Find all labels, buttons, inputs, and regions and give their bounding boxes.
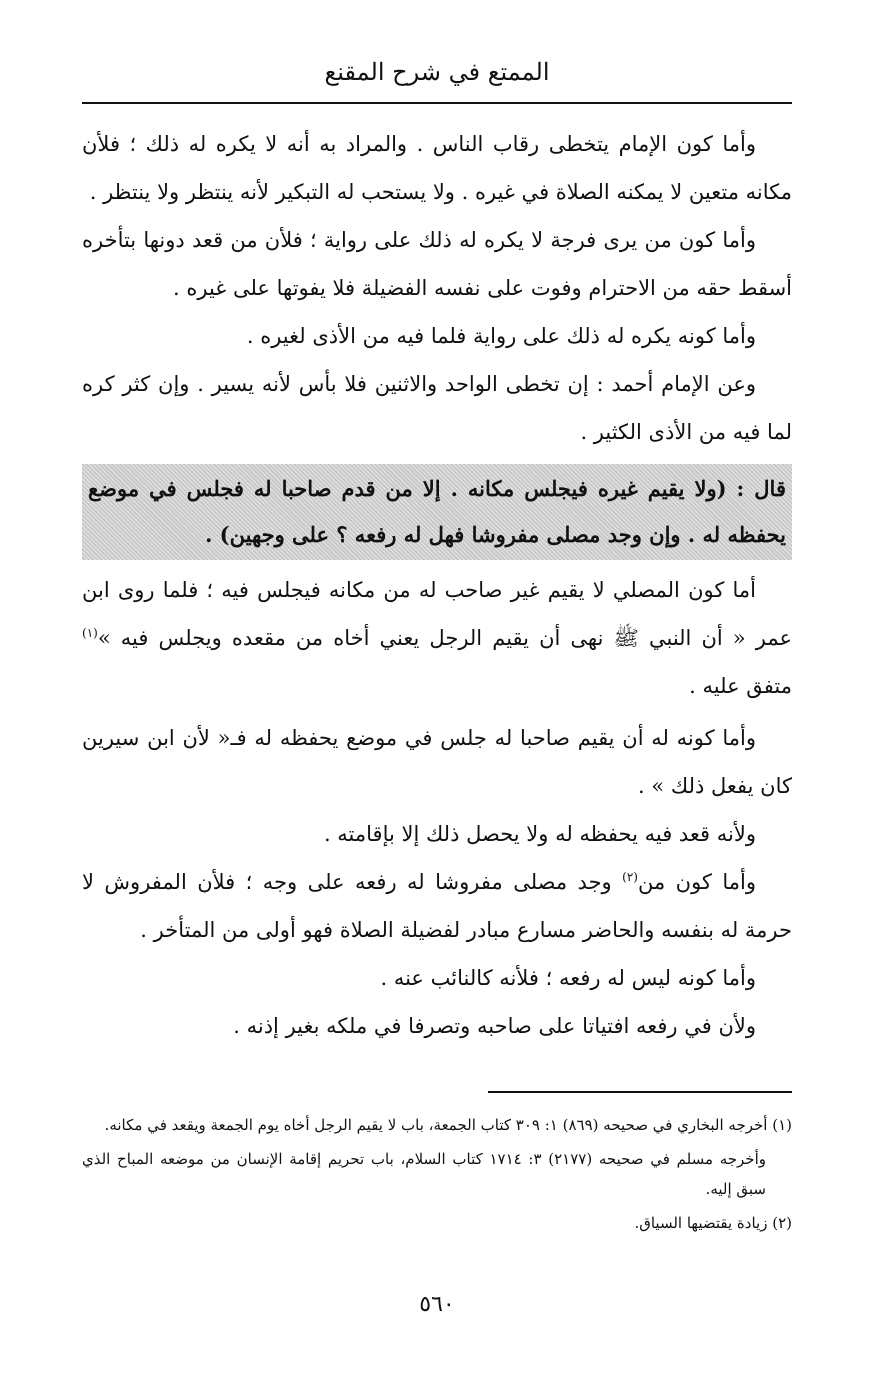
running-title: الممتع في شرح المقنع <box>324 58 550 86</box>
footnote-marker-2: (٢) <box>622 870 638 884</box>
mat-text-start: وأما كون من <box>637 870 756 894</box>
paragraph-imam-stepping: وأما كون الإمام يتخطى رقاب الناس . والمراد به أنه لا يكره له ذلك ؛ فلأن مكانه متعين لا يمكنه الصلاة في غيره . ولا يستحب له التبكير لأنه ينتظر ولا ينتظر . <box>82 132 792 204</box>
mat-text-rest: وجد مصلى مفروشا له رفعه على وجه ؛ فلأن المفروش لا حرمة له بنفسه والحاضر مسارع مبادر لفضيلة الصلاة فهو أولى من المتأخر . <box>82 870 792 942</box>
hadith-text: أما كون المصلي لا يقيم غير صاحب له من مكانه فيجلس فيه ؛ فلما روى ابن عمر « أن النبي ﷺ نهى أن يقيم الرجل يعني أخاه من مقعده ويجلس فيه » <box>82 578 792 650</box>
paragraph-ibn-umar-hadith <box>82 566 792 710</box>
footnote-rule <box>488 1091 792 1093</box>
paragraph-gap-seeker: وأما كون من يرى فرجة لا يكره له ذلك على رواية ؛ فلأن من قعد دونها بتأخره أسقط حقه من الاحترام وفوت على نفسه الفضيلة فلا يفوتها على غيره . <box>82 228 792 300</box>
footnote-1: (١) أخرجه البخاري في صحيحه (٨٦٩) ١: ٣٠٩ كتاب الجمعة، باب لا يقيم الرجل أخاه يوم الجمعة ويقعد في مكانه. <box>104 1116 792 1134</box>
hadith-source: متفق عليه . <box>689 674 792 698</box>
paragraph-disliked-narration: وأما كونه يكره له ذلك على رواية فلما فيه من الأذى لغيره . <box>246 324 756 348</box>
footnotes <box>82 1110 792 1242</box>
paragraph-imam-ahmad: وعن الإمام أحمد : إن تخطى الواحد والاثنين فلا بأس لأنه يسير . وإن كثر كره لما فيه من الأذى الكثير . <box>82 372 792 444</box>
paragraph-like-deputy: وأما كونه ليس له رفعه ؛ فلأنه كالنائب عنه . <box>380 966 756 990</box>
main-text <box>82 120 792 1050</box>
footnote-1-continuation: وأخرجه مسلم في صحيحه (٢١٧٧) ٣: ١٧١٤ كتاب السلام، باب تحريم إقامة الإنسان من موضعه المباح الذي سبق إليه. <box>82 1150 766 1198</box>
matn-highlighted-text: قال : (ولا يقيم غيره فيجلس مكانه . إلا من قدم صاحبا له فجلس في موضع يحفظه له . وإن وجد مصلى مفروشا فهل له رفعه ؟ على وجهين) . <box>82 464 792 560</box>
paragraph-spread-prayer-mat <box>82 858 792 954</box>
footnote-marker-1: (١) <box>82 626 98 640</box>
paragraph-guarding-seat: ولأنه قعد فيه يحفظه له ولا يحصل ذلك إلا بإقامته . <box>323 822 756 846</box>
header-rule <box>82 102 792 104</box>
page-number: ٥٦٠ <box>419 1292 455 1317</box>
paragraph-ibn-sirin: وأما كونه له أن يقيم صاحبا له جلس في موضع يحفظه له فـ« لأن ابن سيرين كان يفعل ذلك » . <box>82 726 792 798</box>
paragraph-overstepping: ولأن في رفعه افتياتا على صاحبه وتصرفا في ملكه بغير إذنه . <box>233 1014 756 1038</box>
footnote-2: (٢) زيادة يقتضيها السياق. <box>634 1214 792 1232</box>
